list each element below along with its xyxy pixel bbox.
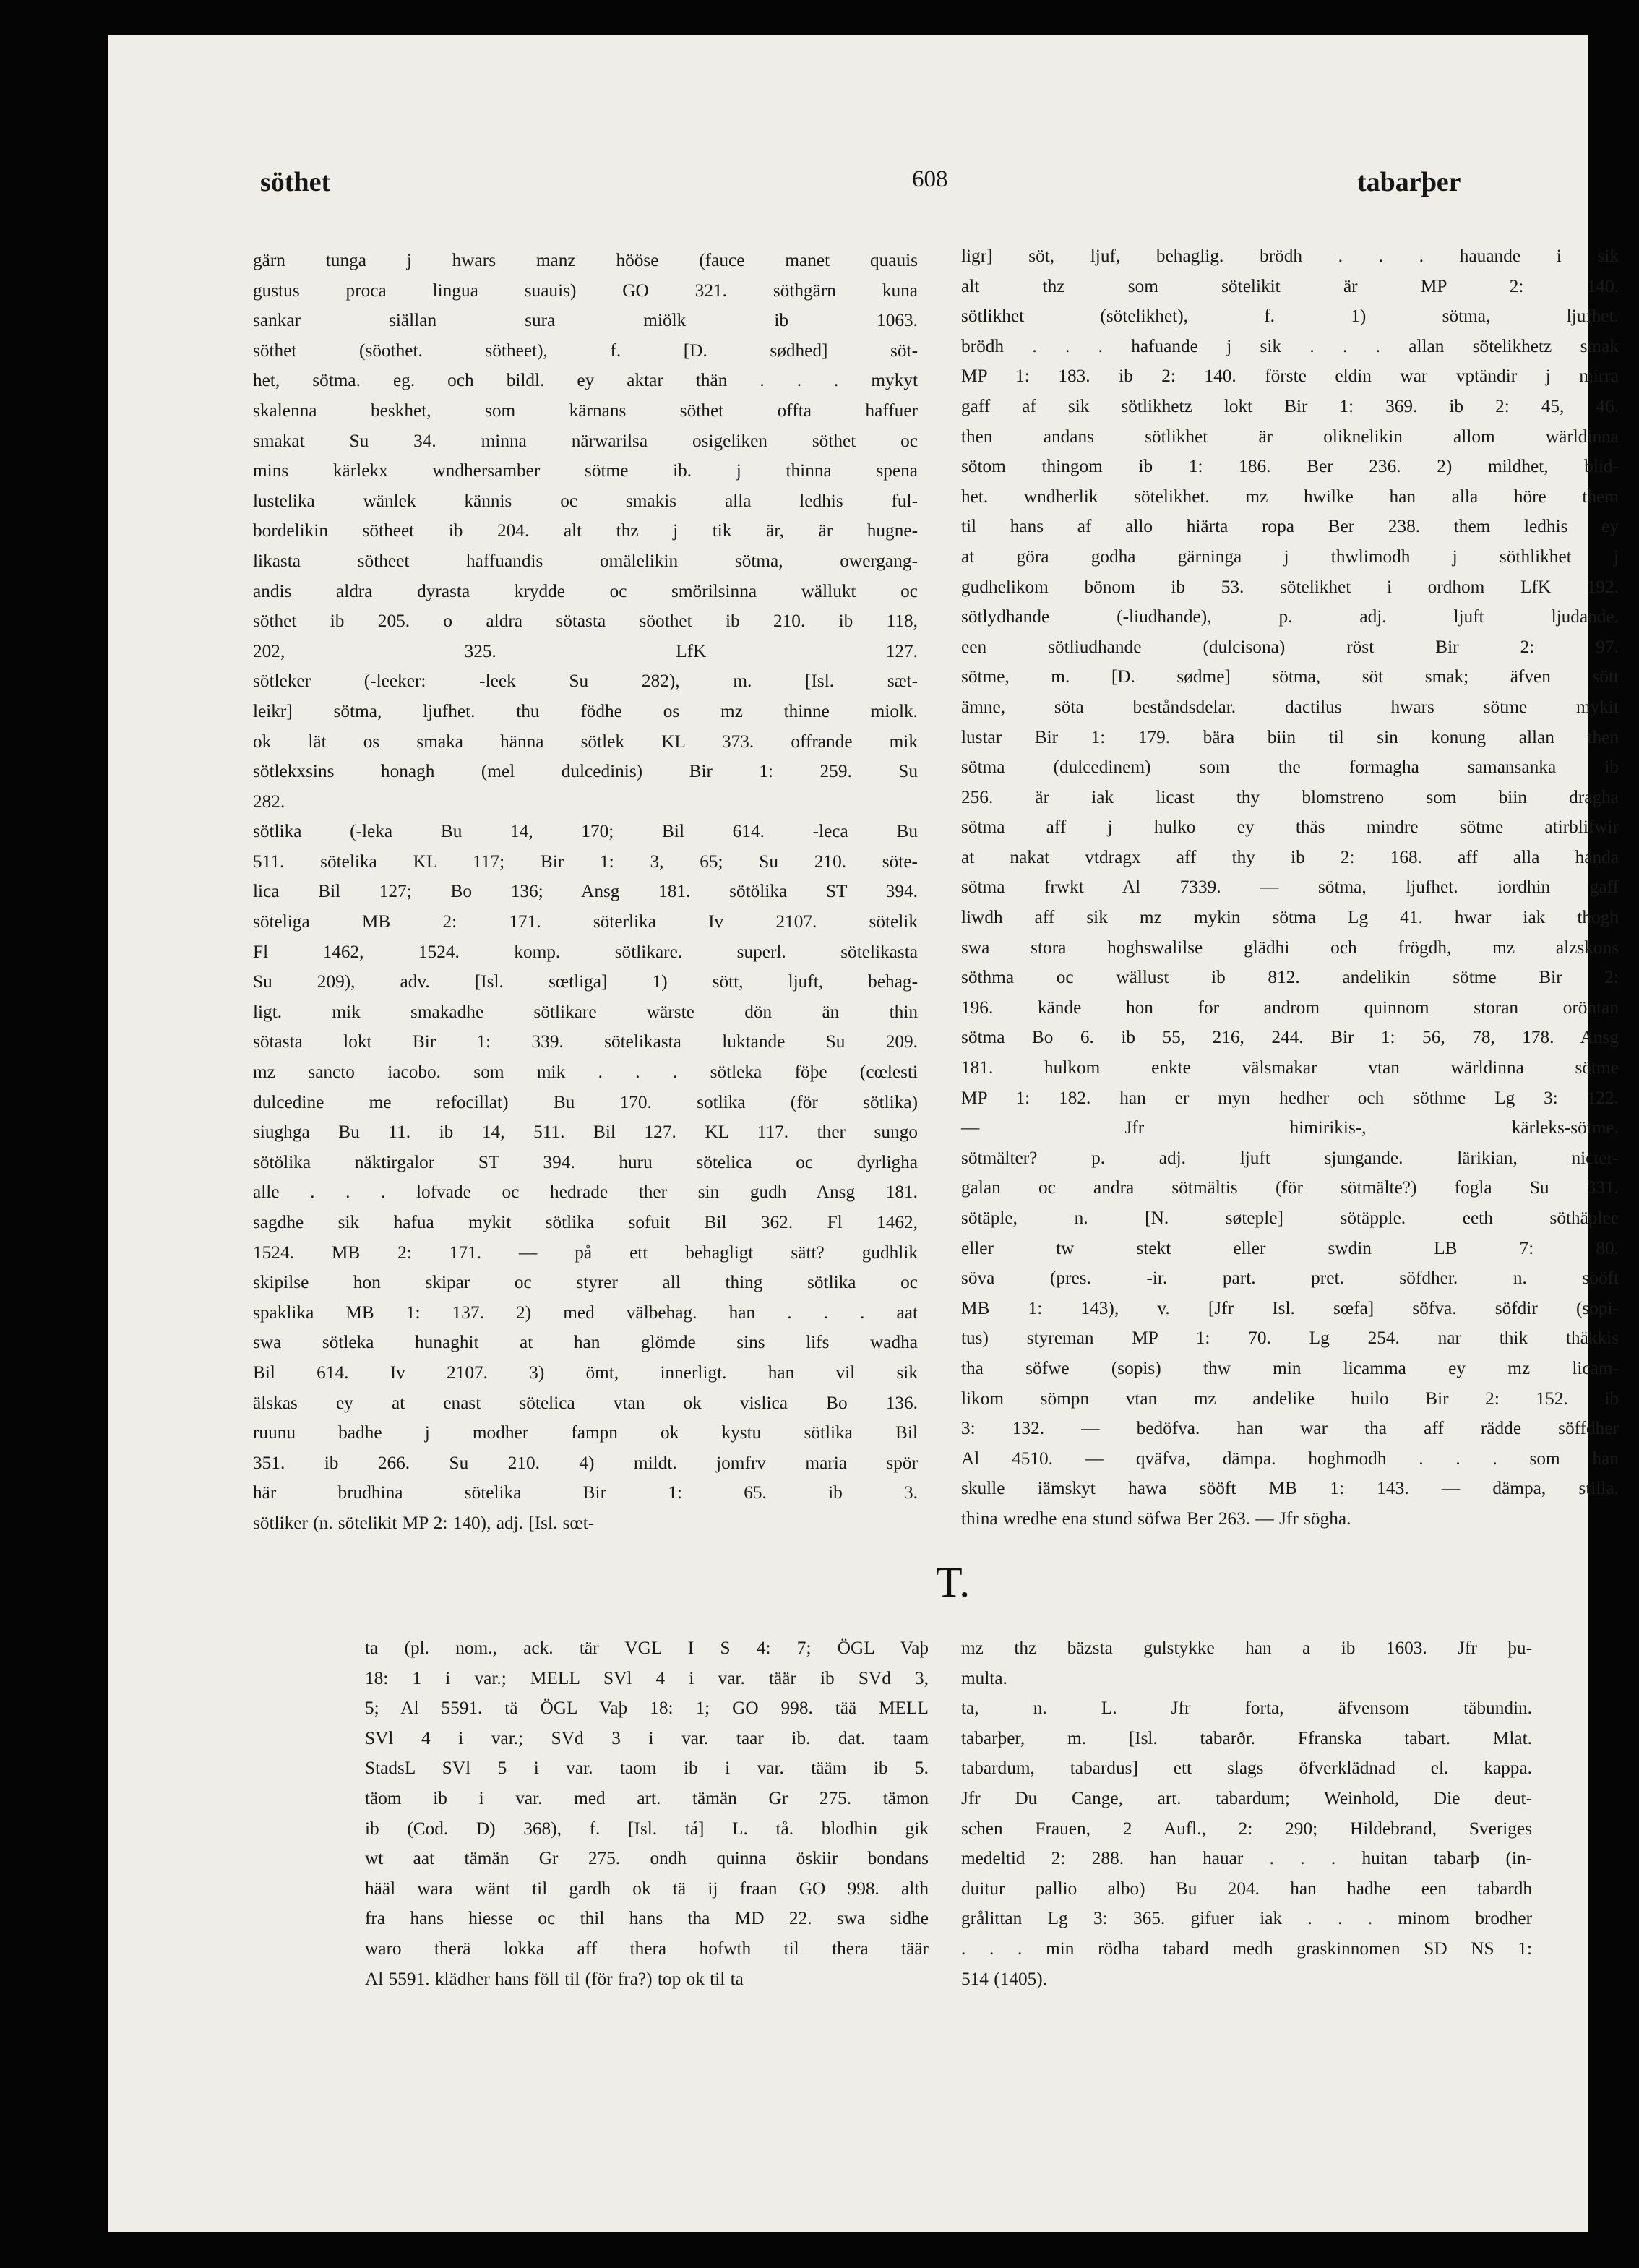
text-line: StadsL SVl 5 i var. taom ib i var. tääm ib 5. bbox=[365, 1758, 929, 1779]
text-line: gudhelikom bönom ib 53. sötelikhet i ordhom LfK 192. bbox=[961, 576, 1619, 597]
text-line: ta, n. L. Jfr forta, äfvensom täbundin. bbox=[961, 1698, 1532, 1719]
text-line: duitur pallio albo) Bu 204. han hadhe een tabardh bbox=[961, 1878, 1532, 1899]
text-line: Jfr Du Cange, art. tabardum; Weinhold, Die deut- bbox=[961, 1787, 1532, 1808]
text-line: ruunu badhe j modher fampn ok kystu sötlika Bil bbox=[253, 1422, 918, 1443]
text-line: tus) styreman MP 1: 70. Lg 254. nar thik thäkkis bbox=[961, 1328, 1619, 1349]
text-line: swa stora hoghswalilse glädhi och frögdh, mz alzskons bbox=[961, 937, 1619, 958]
text-line: söthet (söothet. sötheet), f. [D. sødhed] söt- bbox=[253, 340, 918, 361]
text-line: 202, 325. LfK 127. bbox=[253, 640, 918, 661]
text-line: gustus proca lingua suauis) GO 321. söthgärn kuna bbox=[253, 280, 918, 301]
text-line: swa sötleka hunaghit at han glömde sins lifs wadha bbox=[253, 1332, 918, 1353]
text-line: 351. ib 266. Su 210. 4) mildt. jomfrv maria spör bbox=[253, 1452, 918, 1473]
text-line: Al 5591. klädher hans föll til (för fra?) top ok til ta bbox=[365, 1968, 744, 1989]
text-line: lustelika wänlek kännis oc smakis alla ledhis ful- bbox=[253, 490, 918, 511]
text-line: 256. är iak licast thy blomstreno som biin dragha bbox=[961, 786, 1619, 807]
running-head-left: söthet bbox=[260, 167, 331, 197]
text-line: tha söfwe (sopis) thw min licamma ey mz licam- bbox=[961, 1357, 1619, 1378]
text-line: gärn tunga j hwars manz hööse (fauce manet quauis bbox=[253, 250, 918, 270]
text-line: gaff af sik sötlikhetz lokt Bir 1: 369. ib 2: 45, 46. bbox=[961, 395, 1619, 416]
text-line: een sötliudhande (dulcisona) röst Bir 2: 97. bbox=[961, 636, 1619, 657]
text-line: het. wndherlik sötelikhet. mz hwilke han alla höre them bbox=[961, 486, 1619, 507]
text-line: MP 1: 183. ib 2: 140. förste eldin war vptändir j mirra bbox=[961, 366, 1619, 387]
text-line: SVl 4 i var.; SVd 3 i var. taar ib. dat. taam bbox=[365, 1727, 929, 1748]
text-line: sötasta lokt Bir 1: 339. sötelikasta luktande Su 209. bbox=[253, 1031, 918, 1052]
text-line: het, sötma. eg. och bildl. ey aktar thän . . . mykyt bbox=[253, 370, 918, 391]
text-line: 511. sötelika KL 117; Bir 1: 3, 65; Su 210. söte- bbox=[253, 851, 918, 872]
text-line: thina wredhe ena stund söfwa Ber 263. — Jfr sögha. bbox=[961, 1508, 1351, 1529]
text-line: sötom thingom ib 1: 186. Ber 236. 2) mildhet, blid- bbox=[961, 456, 1619, 477]
text-line: sankar siällan sura miölk ib 1063. bbox=[253, 310, 918, 331]
text-line: mins kärlekx wndhersamber sötme ib. j thinna spena bbox=[253, 460, 918, 481]
text-line: til hans af allo hiärta ropa Ber 238. them ledhis ey bbox=[961, 516, 1619, 537]
text-line: älskas ey at enast sötelica vtan ok vislica Bo 136. bbox=[253, 1392, 918, 1413]
text-line: ämne, söta beståndsdelar. dactilus hwars sötme mykit bbox=[961, 696, 1619, 717]
text-line: 282. bbox=[253, 791, 285, 812]
text-line: likom sömpn vtan mz andelike huilo Bir 2: 152. ib bbox=[961, 1388, 1619, 1409]
text-line: sötliker (n. sötelikit MP 2: 140), adj. [Isl. sœt- bbox=[253, 1512, 595, 1533]
text-line: schen Frauen, 2 Aufl., 2: 290; Hildebrand, Sveriges bbox=[961, 1818, 1532, 1839]
text-line: ib (Cod. D) 368), f. [Isl. tá] L. tå. blodhin gik bbox=[365, 1818, 929, 1839]
text-line: sötlekxsins honagh (mel dulcedinis) Bir 1: 259. Su bbox=[253, 761, 918, 782]
text-line: lica Bil 127; Bo 136; Ansg 181. sötölika ST 394. bbox=[253, 881, 918, 902]
text-line: liwdh aff sik mz mykin sötma Lg 41. hwar iak thogh bbox=[961, 907, 1619, 928]
text-line: 514 (1405). bbox=[961, 1968, 1048, 1989]
text-line: sötleker (-leeker: -leek Su 282), m. [Isl. sæt- bbox=[253, 671, 918, 692]
text-line: mz thz bäzsta gulstykke han a ib 1603. Jfr þu- bbox=[961, 1638, 1532, 1658]
text-line: medeltid 2: 288. han hauar . . . huitan tabarþ (in- bbox=[961, 1848, 1532, 1869]
text-line: multa. bbox=[961, 1667, 1007, 1688]
text-line: leikr] sötma, ljufhet. thu födhe os mz thinne miolk. bbox=[253, 700, 918, 721]
text-line: Su 209), adv. [Isl. sœtliga] 1) sött, ljuft, behag- bbox=[253, 971, 918, 992]
text-line: 18: 1 i var.; MELL SVl 4 i var. täär ib SVd 3, bbox=[365, 1667, 929, 1688]
text-line: ta (pl. nom., ack. tär VGL I S 4: 7; ÖGL Vaþ bbox=[365, 1638, 929, 1658]
text-line: galan oc andra sötmältis (för sötmälte?) fogla Su 331. bbox=[961, 1177, 1619, 1198]
text-line: alt thz som sötelikit är MP 2: 140. bbox=[961, 275, 1619, 296]
text-line: sötlika (-leka Bu 14, 170; Bil 614. -leca Bu bbox=[253, 821, 918, 842]
text-line: sötme, m. [D. sødme] sötma, söt smak; äfven sött bbox=[961, 666, 1619, 687]
text-line: 181. hulkom enkte välsmakar vtan wärldinna sötme bbox=[961, 1057, 1619, 1078]
text-line: spaklika MB 1: 137. 2) med välbehag. han . . . aat bbox=[253, 1302, 918, 1323]
text-line: täom ib i var. med art. tämän Gr 275. tämon bbox=[365, 1787, 929, 1808]
text-line: mz sancto iacobo. som mik . . . sötleka föþe (cœlesti bbox=[253, 1062, 918, 1083]
page-number: 608 bbox=[912, 166, 948, 192]
text-line: fra hans hiesse oc thil hans tha MD 22. swa sidhe bbox=[365, 1908, 929, 1929]
text-line: tabardum, tabardus] ett slags öfverklädnad el. kappa. bbox=[961, 1758, 1532, 1779]
text-line: at göra godha gärninga j thwlimodh j söthlikhet j bbox=[961, 546, 1619, 567]
text-line: andis aldra dyrasta krydde oc smörilsinna wällukt oc bbox=[253, 580, 918, 601]
text-line: sötma frwkt Al 7339. — sötma, ljufhet. iordhin gaff bbox=[961, 877, 1619, 898]
text-line: 5; Al 5591. tä ÖGL Vaþ 18: 1; GO 998. tää MELL bbox=[365, 1698, 929, 1719]
text-line: waro therä lokka aff thera hofwth til thera täär bbox=[365, 1938, 929, 1959]
running-head-right: tabarþer bbox=[1357, 167, 1461, 197]
text-line: siughga Bu 11. ib 14, 511. Bil 127. KL 117. ther sungo bbox=[253, 1122, 918, 1143]
text-line: hääl wara wänt til gardh ok tä ij fraan GO 998. alth bbox=[365, 1878, 929, 1899]
text-line: sötlydhande (-liudhande), p. adj. ljuft ljudande. bbox=[961, 606, 1619, 627]
text-line: brödh . . . hafuande j sik . . . allan sötelikhetz smak bbox=[961, 335, 1619, 356]
text-line: 1524. MB 2: 171. — på ett behagligt sätt? gudhlik bbox=[253, 1242, 918, 1263]
text-line: söthma oc wällust ib 812. andelikin sötme Bir 2: bbox=[961, 967, 1619, 988]
text-line: smakat Su 34. minna närwarilsa osigeliken söthet oc bbox=[253, 430, 918, 451]
text-line: MP 1: 182. han er myn hedher och söthme Lg 3: 122. bbox=[961, 1087, 1619, 1108]
text-line: at nakat vtdragx aff thy ib 2: 168. aff alla handa bbox=[961, 846, 1619, 867]
bottom-right-column bbox=[961, 1633, 1532, 1995]
text-line: ok lät os smaka hänna sötlek KL 373. offrande mik bbox=[253, 731, 918, 752]
text-line: likasta sötheet haffuandis omälelikin sötma, owergang- bbox=[253, 550, 918, 571]
bottom-left-column bbox=[365, 1633, 929, 1995]
text-line: sagdhe sik hafua mykit sötlika sofuit Bil 362. Fl 1462, bbox=[253, 1212, 918, 1232]
text-line: dulcedine me refocillat) Bu 170. sotlika (för sötlika) bbox=[253, 1091, 918, 1112]
text-line: alle . . . lofvade oc hedrade ther sin gudh Ansg 181. bbox=[253, 1182, 918, 1203]
text-line: sötma Bo 6. ib 55, 216, 244. Bir 1: 56, 78, 178. Ansg bbox=[961, 1027, 1619, 1048]
text-line: lustar Bir 1: 179. bära biin til sin konung allan then bbox=[961, 726, 1619, 747]
text-line: ligr] söt, ljuf, behaglig. brödh . . . hauande i sik bbox=[961, 246, 1619, 266]
text-line: skipilse hon skipar oc styrer all thing sötlika oc bbox=[253, 1272, 918, 1293]
text-line: skulle iämskyt hawa sööft MB 1: 143. — dämpa, stilla. bbox=[961, 1478, 1619, 1499]
text-line: sötlikhet (sötelikhet), f. 1) sötma, ljufhet. bbox=[961, 306, 1619, 327]
text-line: sötma (dulcedinem) som the formagha samansanka ib bbox=[961, 757, 1619, 778]
right-column bbox=[961, 241, 1619, 1529]
text-line: . . . min rödha tabard medh graskinnomen SD NS 1: bbox=[961, 1938, 1532, 1959]
text-line: söteliga MB 2: 171. söterlika Iv 2107. sötelik bbox=[253, 911, 918, 932]
text-line: Al 4510. — qväfva, dämpa. hoghmodh . . . som han bbox=[961, 1448, 1619, 1469]
left-column bbox=[253, 246, 918, 1533]
text-line: eller tw stekt eller swdin LB 7: 80. bbox=[961, 1237, 1619, 1258]
text-line: söva (pres. -ir. part. pret. söfdher. n. sööft bbox=[961, 1268, 1619, 1289]
text-line: söthet ib 205. o aldra sötasta söothet ib 210. ib 118, bbox=[253, 611, 918, 632]
text-line: sötma aff j hulko ey thäs mindre sötme atirblifwir bbox=[961, 817, 1619, 838]
text-line: then andans sötlikhet är oliknelikin allom wärldinna bbox=[961, 426, 1619, 447]
text-line: 196. kände hon for androm quinnom storan oröntan bbox=[961, 997, 1619, 1018]
text-line: sötäple, n. [N. søteple] sötäpple. eeth söthäplee bbox=[961, 1208, 1619, 1228]
text-line: MB 1: 143), v. [Jfr Isl. sœfa] söfva. söfdir (sopi- bbox=[961, 1297, 1619, 1318]
text-line: här brudhina sötelika Bir 1: 65. ib 3. bbox=[253, 1482, 918, 1503]
text-line: bordelikin sötheet ib 204. alt thz j tik är, är hugne- bbox=[253, 520, 918, 541]
text-line: grålittan Lg 3: 365. gifuer iak . . . minom brodher bbox=[961, 1908, 1532, 1929]
text-line: wt aat tämän Gr 275. ondh quinna öskiir bondans bbox=[365, 1848, 929, 1869]
text-line: skalenna beskhet, som kärnans söthet offta haffuer bbox=[253, 400, 918, 421]
text-line: Fl 1462, 1524. komp. sötlikare. superl. sötelikasta bbox=[253, 941, 918, 962]
text-line: — Jfr himirikis-, kärleks-sötme. bbox=[961, 1117, 1619, 1138]
text-line: 3: 132. — bedöfva. han war tha aff rädde söffdher bbox=[961, 1418, 1619, 1439]
text-line: tabarþer, m. [Isl. tabarðr. Ffranska tabart. Mlat. bbox=[961, 1727, 1532, 1748]
text-line: Bil 614. Iv 2107. 3) ömt, innerligt. han vil sik bbox=[253, 1362, 918, 1383]
text-line: ligt. mik smakadhe sötlikare wärste dön än thin bbox=[253, 1001, 918, 1022]
text-line: sötmälter? p. adj. ljuft sjungande. lärikian, nicter- bbox=[961, 1147, 1619, 1168]
text-line: sötölika näktirgalor ST 394. huru sötelica oc dyrligha bbox=[253, 1151, 918, 1172]
section-letter: T. bbox=[936, 1558, 971, 1606]
